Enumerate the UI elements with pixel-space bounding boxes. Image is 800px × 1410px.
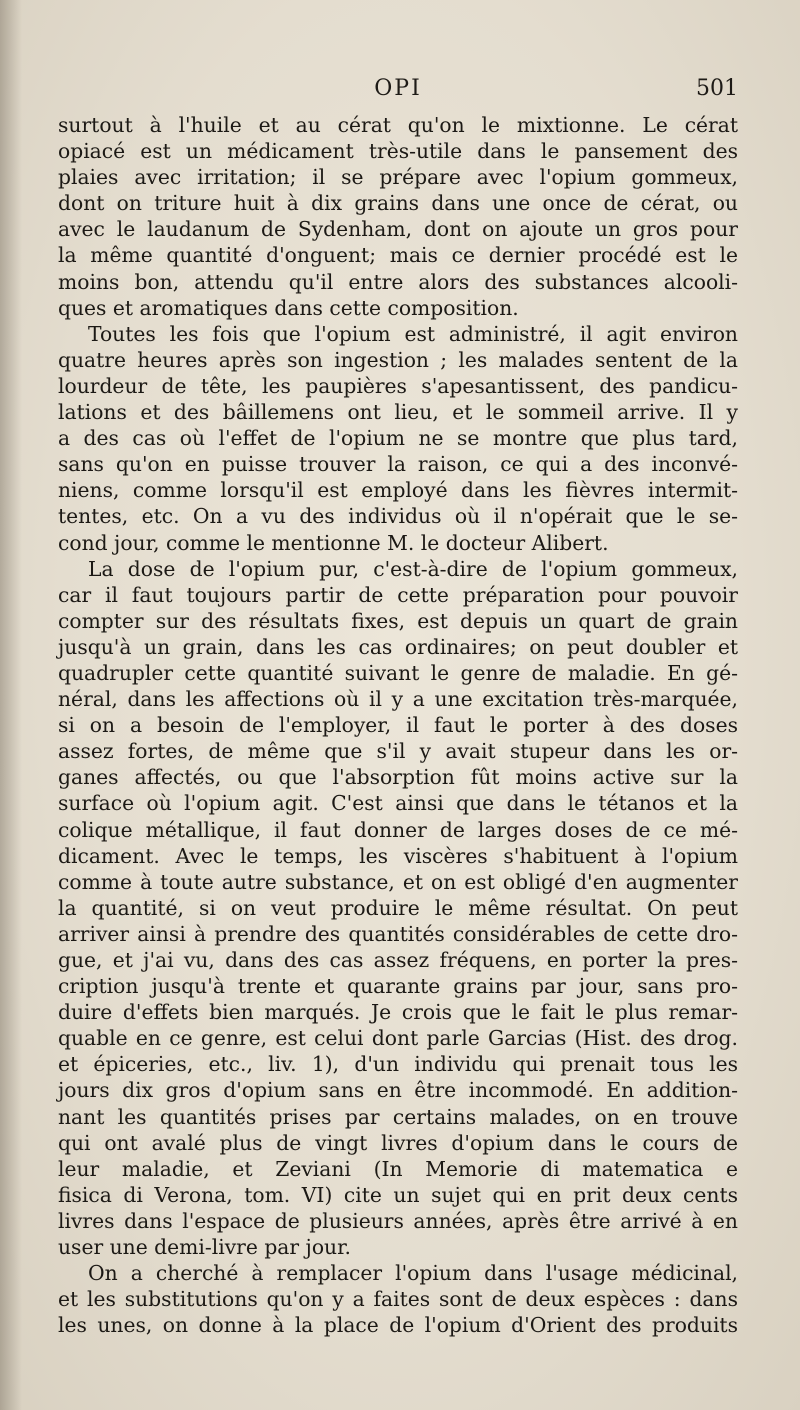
text-line: dont on triture huit à dix grains dans une once de cérat, ou <box>58 191 738 216</box>
body-text <box>58 112 738 1338</box>
text-line: car il faut toujours partir de cette préparation pour pouvoir <box>58 582 738 607</box>
paragraph <box>58 1260 738 1338</box>
text-line: moins bon, attendu qu'il entre alors des substances alcooli- <box>58 269 738 294</box>
text-line: assez fortes, de même que s'il y avait stupeur dans les or- <box>58 739 738 764</box>
paragraph <box>58 112 738 321</box>
text-line: niens, comme lorsqu'il est employé dans les fièvres intermit- <box>58 478 738 503</box>
text-line: colique métallique, il faut donner de larges doses de ce mé- <box>58 817 738 842</box>
text-line: dicament. Avec le temps, les viscères s'habituent à l'opium <box>58 843 738 868</box>
text-line: nant les quantités prises par certains malades, on en trouve <box>58 1104 738 1129</box>
text-line: fisica di Verona, tom. VI) cite un sujet qui en prit deux cents <box>58 1182 738 1207</box>
text-line: compter sur des résultats fixes, est depuis un quart de grain <box>58 608 738 633</box>
text-line: la quantité, si on veut produire le même résultat. On peut <box>58 895 738 920</box>
text-line: sans qu'on en puisse trouver la raison, ce qui a des inconvé- <box>58 452 738 477</box>
text-line: jours dix gros d'opium sans en être incommodé. En addition- <box>58 1078 738 1103</box>
text-line: et épiceries, etc., liv. 1), d'un individu qui prenait tous les <box>58 1052 738 1077</box>
binding-shadow <box>0 0 22 1410</box>
text-line: la même quantité d'onguent; mais ce dernier procédé est le <box>58 243 738 268</box>
text-line: néral, dans les affections où il y a une excitation très-marquée, <box>58 687 738 712</box>
text-line: opiacé est un médicament très-utile dans le pansement des <box>58 139 738 164</box>
text-line: duire d'effets bien marqués. Je crois que le fait le plus remar- <box>58 1000 738 1025</box>
text-line: surtout à l'huile et au cérat qu'on le mixtionne. Le cérat <box>58 113 738 137</box>
text-line: tentes, etc. On a vu des individus où il n'opérait que le se- <box>58 504 738 529</box>
running-head: OPI <box>374 76 422 101</box>
text-line: plaies avec irritation; il se prépare avec l'opium gommeux, <box>58 165 738 190</box>
text-line: qui ont avalé plus de vingt livres d'opium dans le cours de <box>58 1130 738 1155</box>
text-line: quatre heures après son ingestion ; les malades sentent de la <box>58 347 738 372</box>
text-line: Toutes les fois que l'opium est administré, il agit environ <box>88 321 738 346</box>
text-line: gue, et j'ai vu, dans des cas assez fréquens, en porter la pres- <box>58 948 738 972</box>
text-line: les unes, on donne à la place de l'opium d'Orient des produits <box>58 1313 738 1338</box>
text-line: avec le laudanum de Sydenham, dont on ajoute un gros pour <box>58 217 738 242</box>
text-line: arriver ainsi à prendre des quantités considérables de cette dro- <box>58 921 738 946</box>
text-line: cription jusqu'à trente et quarante grains par jour, sans pro- <box>58 974 738 999</box>
page-number: 501 <box>696 76 738 101</box>
text-line: leur maladie, et Zeviani (In Memorie di matematica e <box>58 1156 738 1181</box>
text-line: quable en ce genre, est celui dont parle Garcias (Hist. des drog. <box>58 1026 738 1051</box>
paragraph <box>58 321 738 556</box>
text-line: jusqu'à un grain, dans les cas ordinaires; on peut doubler et <box>58 634 738 659</box>
text-line: ques et aromatiques dans cette composition. <box>58 295 519 320</box>
text-line: quadrupler cette quantité suivant le genre de maladie. En gé- <box>58 660 738 685</box>
text-line: et les substitutions qu'on y a faites sont de deux espèces : dans <box>58 1287 738 1312</box>
text-line: a des cas où l'effet de l'opium ne se montre que plus tard, <box>58 426 738 451</box>
page-header <box>58 76 738 108</box>
text-line: ganes affectés, ou que l'absorption fût moins active sur la <box>58 765 738 790</box>
text-line: livres dans l'espace de plusieurs années, après être arrivé à en <box>58 1208 738 1233</box>
paragraph <box>58 556 738 1261</box>
text-line: La dose de l'opium pur, c'est-à-dire de l'opium gommeux, <box>88 556 738 581</box>
text-line: lations et des bâillemens ont lieu, et le sommeil arrive. Il y <box>58 400 738 425</box>
text-line: user une demi-livre par jour. <box>58 1235 352 1260</box>
text-line: si on a besoin de l'employer, il faut le porter à des doses <box>58 713 738 738</box>
text-line: On a cherché à remplacer l'opium dans l'usage médicinal, <box>88 1261 738 1286</box>
text-line: comme à toute autre substance, et on est obligé d'en augmenter <box>58 869 738 894</box>
text-line: cond jour, comme le mentionne M. le docteur Alibert. <box>58 530 609 555</box>
text-line: lourdeur de tête, les paupières s'apesantissent, des pandicu- <box>58 373 738 398</box>
text-line: surface où l'opium agit. C'est ainsi que dans le tétanos et la <box>58 791 738 816</box>
